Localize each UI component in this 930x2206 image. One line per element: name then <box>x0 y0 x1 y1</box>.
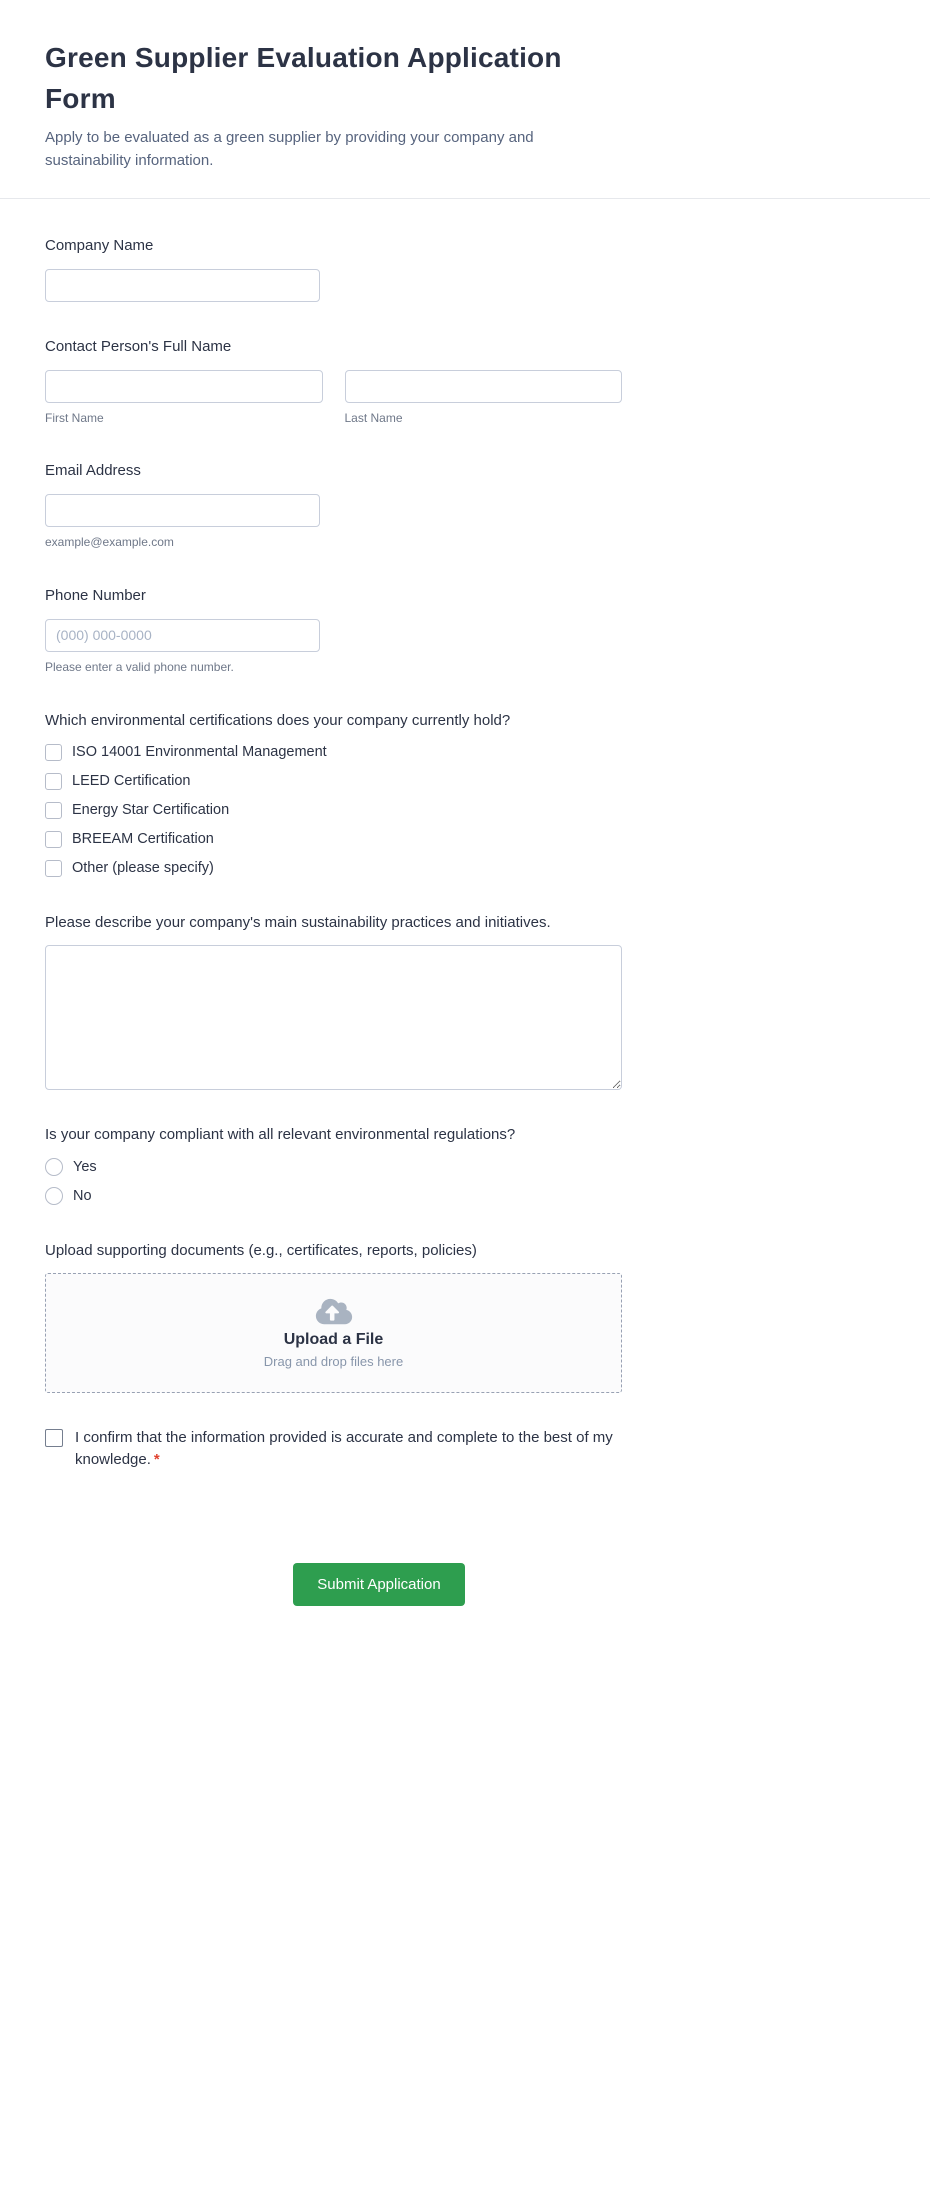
company-name-input[interactable] <box>45 269 320 302</box>
radio-option-no[interactable] <box>45 1187 623 1206</box>
first-name-sublabel: First Name <box>45 410 104 425</box>
field-company-name <box>45 235 623 302</box>
checkbox-option-energy-star[interactable] <box>45 801 623 820</box>
phone-input[interactable] <box>45 619 320 652</box>
first-name-col <box>45 370 323 427</box>
checkbox-option-other[interactable] <box>45 859 623 878</box>
checkbox-label-other[interactable]: Other (please specify) <box>72 859 214 876</box>
checkbox-other[interactable] <box>45 860 62 877</box>
checkbox-label-energy-star[interactable]: Energy Star Certification <box>72 802 230 819</box>
last-name-sublabel: Last Name <box>344 410 403 425</box>
radio-label-yes[interactable]: Yes <box>73 1159 97 1176</box>
radio-no[interactable] <box>45 1187 63 1205</box>
sustainability-label: Please describe your company's main sustainability practices and initiatives. <box>45 913 551 931</box>
page-title: Green Supplier Evaluation Application Form <box>45 42 562 114</box>
form-body <box>0 199 668 1606</box>
field-contact-name <box>45 336 623 427</box>
submit-button[interactable]: Submit Application <box>293 1563 464 1606</box>
field-certifications <box>45 710 623 878</box>
upload-label: Upload supporting documents (e.g., certificates, reports, policies) <box>45 1241 477 1259</box>
checkbox-energy-star[interactable] <box>45 802 62 819</box>
field-confirm <box>45 1427 623 1471</box>
field-email <box>45 460 623 551</box>
upload-dropzone[interactable] <box>45 1273 622 1393</box>
contact-name-label: Contact Person's Full Name <box>45 337 232 355</box>
upload-hint: Drag and drop files here <box>263 1354 404 1370</box>
checkbox-option-breeam[interactable] <box>45 830 623 849</box>
checkbox-label-iso-14001[interactable]: ISO 14001 Environmental Management <box>72 744 327 761</box>
email-input[interactable] <box>45 494 320 527</box>
form-header <box>0 0 668 198</box>
page-subtitle: Apply to be evaluated as a green supplier by providing your company and sustainability information. <box>45 129 534 169</box>
confirm-label-wrap <box>75 1427 622 1471</box>
required-asterisk: * <box>153 1451 160 1469</box>
upload-button-label[interactable]: Upload a File <box>283 1331 384 1349</box>
email-sublabel: example@example.com <box>45 535 174 550</box>
checkbox-iso-14001[interactable] <box>45 744 62 761</box>
field-sustainability <box>45 912 623 1091</box>
checkbox-breeam[interactable] <box>45 831 62 848</box>
compliance-label: Is your company compliant with all relevant environmental regulations? <box>45 1126 516 1144</box>
checkbox-option-iso-14001[interactable] <box>45 743 623 762</box>
email-label: Email Address <box>45 462 141 480</box>
checkbox-leed[interactable] <box>45 773 62 790</box>
upload-cloud-icon <box>315 1297 353 1326</box>
certifications-label: Which environmental certifications does your company currently hold? <box>45 711 511 729</box>
checkbox-label-leed[interactable]: LEED Certification <box>72 773 191 790</box>
phone-label: Phone Number <box>45 587 146 605</box>
confirm-row[interactable] <box>45 1427 622 1471</box>
confirm-label[interactable]: I confirm that the information provided is accurate and complete to the best of my knowledge. <box>75 1429 613 1469</box>
confirm-checkbox[interactable] <box>45 1429 63 1447</box>
name-row <box>45 370 622 427</box>
phone-sublabel: Please enter a valid phone number. <box>45 659 234 674</box>
radio-label-no[interactable]: No <box>73 1187 92 1204</box>
checkbox-option-leed[interactable] <box>45 772 623 791</box>
first-name-input[interactable] <box>45 370 323 403</box>
radio-yes[interactable] <box>45 1158 63 1176</box>
last-name-input[interactable] <box>345 370 623 403</box>
field-compliance <box>45 1124 623 1205</box>
sustainability-textarea[interactable] <box>45 945 622 1090</box>
company-name-label: Company Name <box>45 237 154 255</box>
submit-row <box>45 1505 713 1606</box>
field-phone <box>45 585 623 676</box>
checkbox-label-breeam[interactable]: BREEAM Certification <box>72 830 214 847</box>
radio-option-yes[interactable] <box>45 1158 623 1177</box>
last-name-col <box>345 370 623 427</box>
field-upload <box>45 1240 623 1394</box>
